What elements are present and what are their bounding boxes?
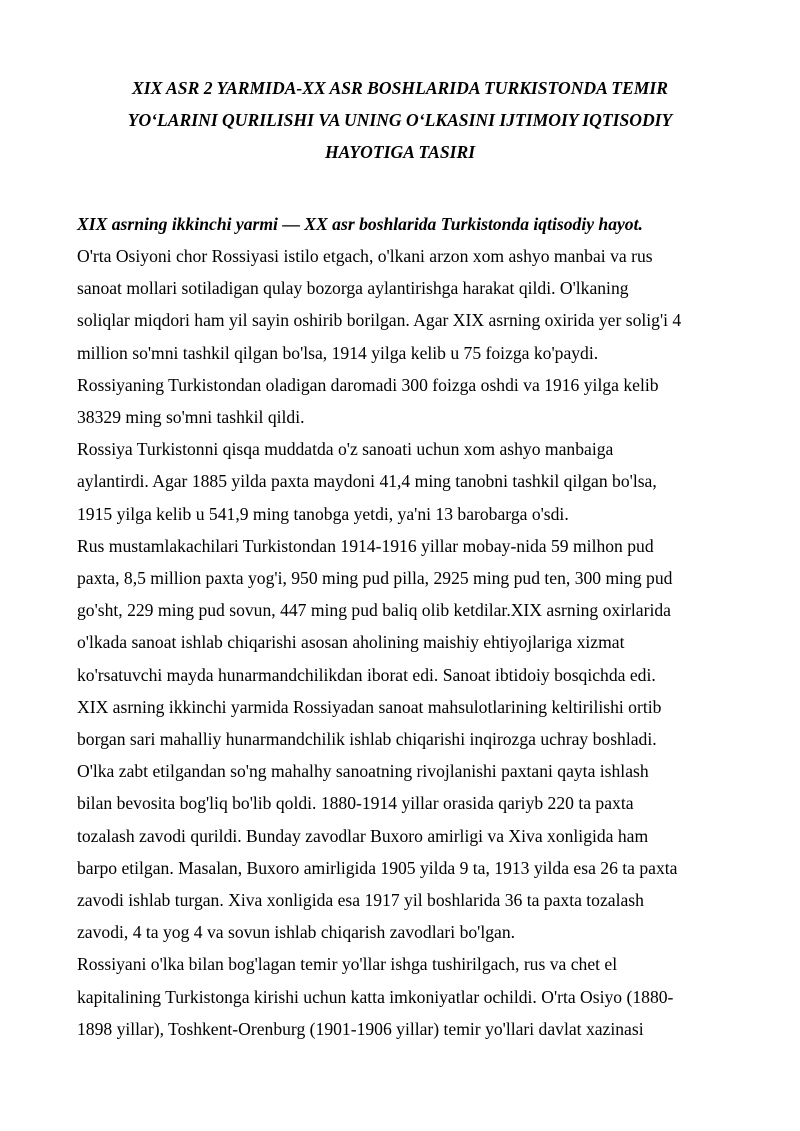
- text-line: bilan bevosita bog'liq bo'lib qoldi. 1880-1914 yillar orasida qariyb 220 ta paxta: [77, 793, 634, 814]
- text-line: million so'mni tashkil qilgan bo'lsa, 1914 yilga kelib u 75 foizga ko'paydi.: [77, 342, 599, 363]
- paragraph: [77, 530, 723, 949]
- text-line: o'lkada sanoat ishlab chiqarishi asosan aholining maishiy ehtiyojlariga xizmat: [77, 632, 625, 653]
- text-line: 1898 yillar), Toshkent-Orenburg (1901-1906 yillar) temir yo'llari davlat xazinasi: [77, 1018, 644, 1039]
- text-line: aylantirdi. Agar 1885 yilda paxta maydoni 41,4 ming tanobni tashkil qilgan bo'lsa,: [77, 471, 657, 492]
- text-line: sanoat mollari sotiladigan qulay bozorga aylantirishga harakat qildi. O'lkaning: [77, 278, 629, 299]
- text-line: zavodi ishlab turgan. Xiva xonligida esa 1917 yil boshlarida 36 ta paxta tozalash: [77, 890, 644, 911]
- text-line: O'rta Osiyoni chor Rossiyasi istilo etgach, o'lkani arzon xom ashyo manbai va rus: [77, 246, 653, 266]
- section-subheading: XIX asrning ikkinchi yarmi — XX asr boshlarida Turkistonda iqtisodiy hayot.: [77, 214, 643, 234]
- text-line: XIX asrning ikkinchi yarmida Rossiyadan sanoat mahsulotlarining keltirilishi ortib: [77, 696, 662, 717]
- paragraph: [77, 240, 723, 433]
- text-line: ko'rsatuvchi mayda hunarmandchilikdan iborat edi. Sanoat ibtidoiy bosqichda edi.: [77, 664, 656, 685]
- paragraph: [77, 948, 723, 1045]
- title-line: HAYOTIGA TASIRI: [324, 142, 476, 162]
- document-title: [77, 72, 723, 168]
- paragraph: [77, 433, 723, 530]
- text-line: tozalash zavodi qurildi. Bunday zavodlar Buxoro amirligi va Xiva xonligida ham: [77, 825, 649, 846]
- title-line: YO‘LARINI QURILISHI VA UNING O‘LKASINI IJTIMOIY IQTISODIY: [127, 110, 673, 130]
- document-page: [77, 72, 723, 1045]
- text-line: Rossiyani o'lka bilan bog'lagan temir yo'llar ishga tushirilgach, rus va chet el: [77, 954, 618, 975]
- text-line: barpo etilgan. Masalan, Buxoro amirligida 1905 yilda 9 ta, 1913 yilda esa 26 ta paxta: [77, 857, 678, 878]
- text-line: kapitalining Turkistonga kirishi uchun katta imkoniyatlar ochildi. O'rta Osiyo (1880-: [77, 986, 674, 1007]
- text-line: zavodi, 4 ta yog 4 va sovun ishlab chiqarish zavodlari bo'lgan.: [77, 922, 516, 943]
- text-line: Rossiyaning Turkistondan oladigan daromadi 300 foizga oshdi va 1916 yilga kelib: [77, 374, 659, 395]
- text-line: 38329 ming so'mni tashkil qildi.: [77, 407, 305, 428]
- text-line: soliqlar miqdori ham yil sayin oshirib borilgan. Agar XIX asrning oxirida yer solig'i 4: [77, 310, 682, 331]
- title-line: XIX ASR 2 YARMIDA-XX ASR BOSHLARIDA TURKISTONDA TEMIR: [132, 78, 668, 98]
- text-line: Rus mustamlakachilari Turkistondan 1914-1916 yillar mobay-nida 59 milhon pud: [77, 535, 654, 556]
- document-body: [77, 240, 723, 1045]
- text-line: paxta, 8,5 million paxta yog'i, 950 ming pud pilla, 2925 ming pud ten, 300 ming pud: [77, 568, 673, 589]
- text-line: borgan sari mahalliy hunarmandchilik ishlab chiqarishi inqirozga uchray boshladi.: [77, 729, 657, 750]
- text-line: go'sht, 229 ming pud sovun, 447 ming pud baliq olib ketdilar.XIX asrning oxirlarida: [77, 600, 671, 621]
- text-line: Rossiya Turkistonni qisqa muddatda o'z sanoati uchun xom ashyo manbaiga: [77, 439, 614, 460]
- text-line: O'lka zabt etilgandan so'ng mahalhy sanoatning rivojlanishi paxtani qayta ishlash: [77, 761, 649, 782]
- text-line: 1915 yilga kelib u 541,9 ming tanobga yetdi, ya'ni 13 barobarga o'sdi.: [77, 503, 569, 524]
